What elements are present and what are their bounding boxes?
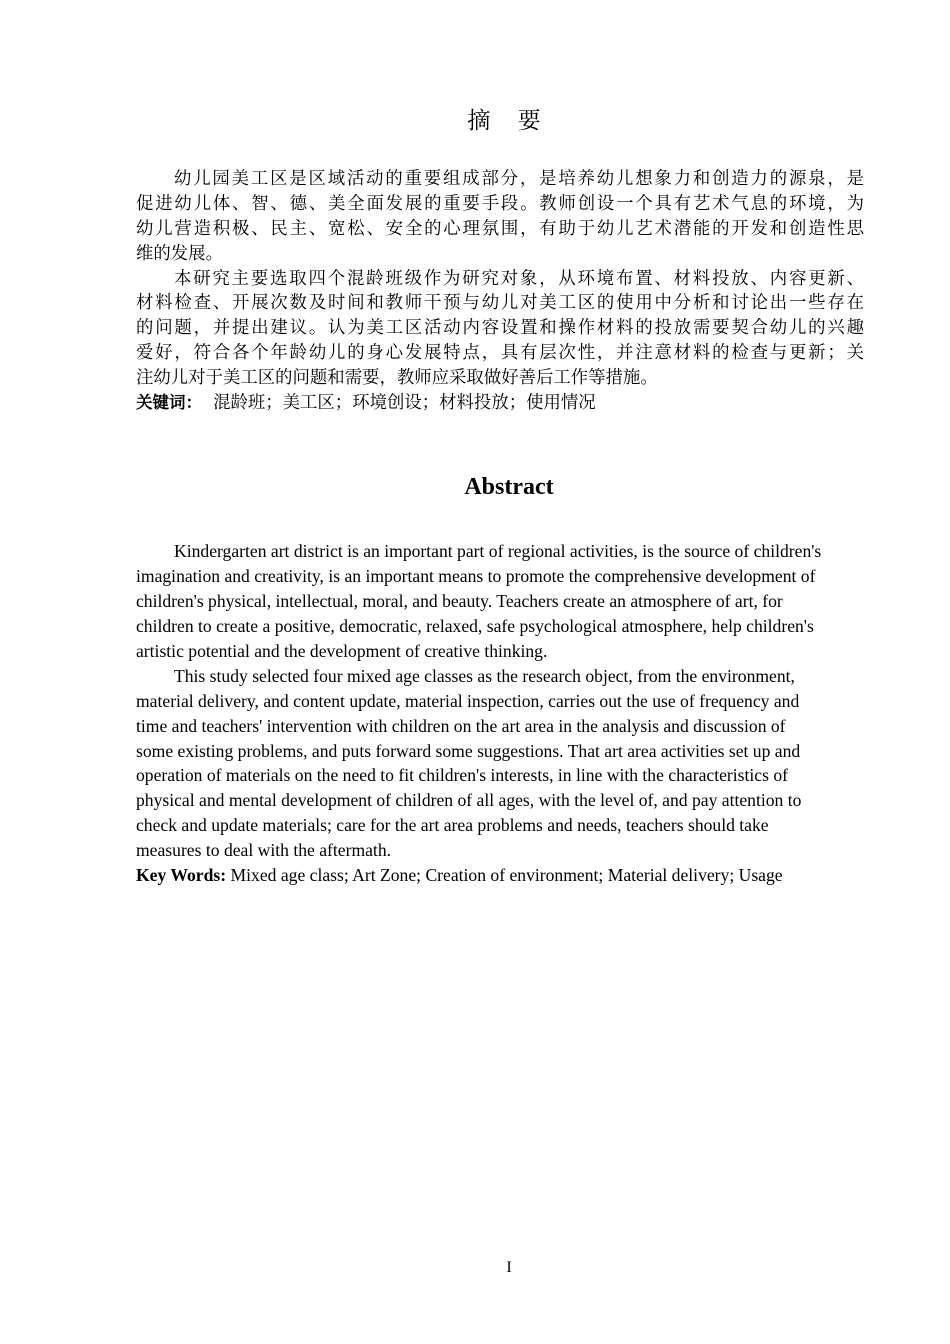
text-line: 幼儿营造积极、民主、宽松、安全的心理氛围，有助于幼儿艺术潜能的开发和创造性思 (136, 218, 864, 239)
keywords-label: Key Words: (136, 865, 227, 886)
text-line: imagination and creativity, is an important means to promote the comprehensive development of (136, 565, 816, 586)
text-line: 本研究主要选取四个混龄班级作为研究对象，从环境布置、材料投放、内容更新、 (174, 268, 864, 289)
text-line: 维的发展。 (136, 243, 223, 264)
text-line: 的问题，并提出建议。认为美工区活动内容设置和操作材料的投放需要契合幼儿的兴趣 (136, 318, 864, 339)
english-abstract-title: Abstract (464, 474, 554, 500)
text-line: artistic potential and the development of creative thinking. (136, 640, 548, 661)
text-line: 注幼儿对于美工区的问题和需要，教师应采取做好善后工作等措施。 (136, 368, 658, 389)
text-line: 材料检查、开展次数及时间和教师干预与幼儿对美工区的使用中分析和讨论出一些存在 (136, 293, 864, 314)
text-line: 幼儿园美工区是区域活动的重要组成部分，是培养幼儿想象力和创造力的源泉，是 (174, 169, 864, 189)
english-abstract-body (136, 539, 880, 888)
page-number: I (506, 1259, 512, 1276)
text-line: some existing problems, and puts forward some suggestions. That art area activities set up and (136, 740, 801, 761)
chinese-keywords (136, 391, 864, 416)
text-line: operation of materials on the need to fit children's interests, in line with the characteristics of (136, 765, 788, 786)
text-line: material delivery, and content update, material inspection, carries out the use of frequency and (136, 690, 800, 711)
text-line: children's physical, intellectual, moral, and beauty. Teachers create an atmosphere of art, for (136, 590, 783, 611)
keywords-value: Mixed age class; Art Zone; Creation of environment; Material delivery; Usage (230, 865, 783, 886)
text-line: measures to deal with the aftermath. (136, 840, 392, 861)
text-line: 爱好，符合各个年龄幼儿的身心发展特点，具有层次性，并注意材料的检查与更新；关 (136, 343, 864, 364)
text-line: Kindergarten art district is an important part of regional activities, is the source of children's (174, 541, 822, 561)
keywords-label: 关键词： (136, 393, 202, 413)
text-line: children to create a positive, democratic, relaxed, safe psychological atmosphere, help children's (136, 615, 814, 636)
english-keywords (136, 863, 880, 888)
text-line: This study selected four mixed age classes as the research object, from the environment, (174, 665, 795, 686)
text-line: physical and mental development of children of all ages, with the level of, and pay attention to (136, 790, 802, 811)
text-line: 促进幼儿体、智、德、美全面发展的重要手段。教师创设一个具有艺术气息的环境，为 (136, 193, 864, 214)
text-line: check and update materials; care for the art area problems and needs, teachers should take (136, 815, 769, 836)
chinese-abstract-title: 摘 要 (467, 108, 551, 134)
keywords-value: 混龄班；美工区；环境创设；材料投放；使用情况 (213, 393, 596, 414)
text-line: time and teachers' intervention with children on the art area in the analysis and discussion of (136, 715, 786, 736)
chinese-abstract-body (136, 167, 864, 416)
